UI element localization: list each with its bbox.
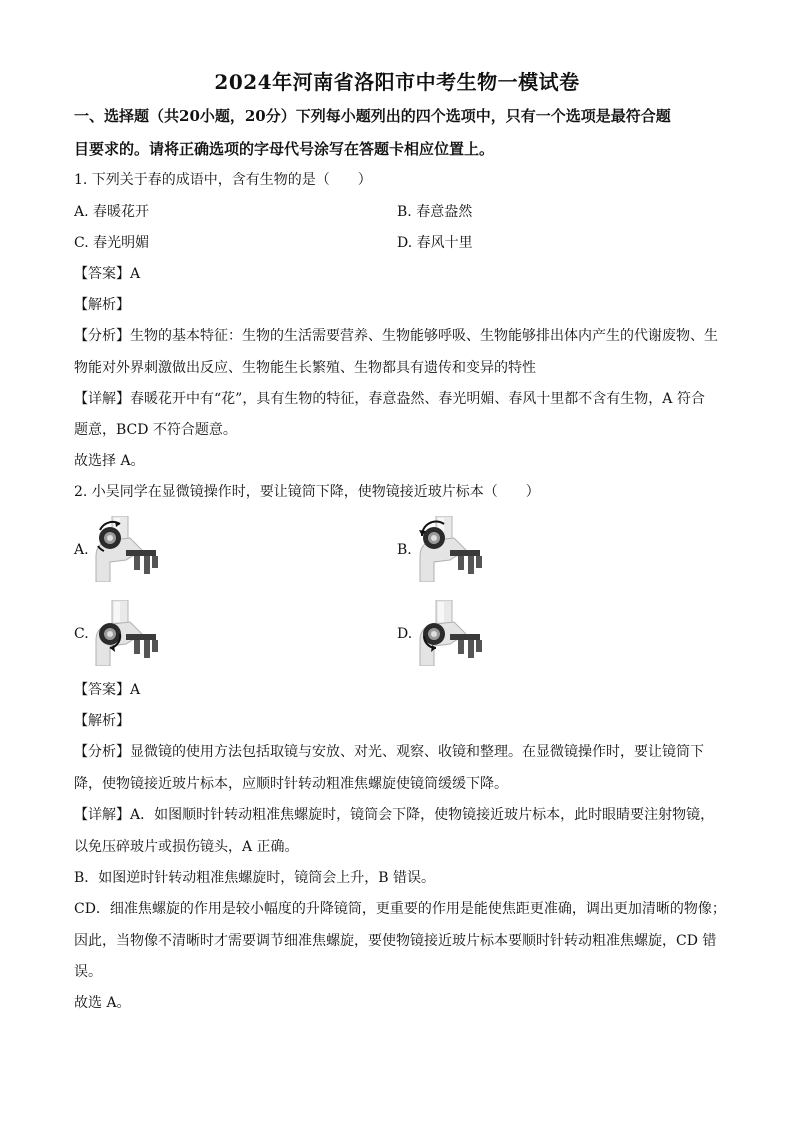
q1-detail-line-2: 题意，BCD 不符合题意。 (74, 422, 237, 438)
q2-option-c-label: C. (74, 626, 89, 642)
q2-option-b-label: B. (397, 542, 412, 558)
q1-detail-line-1: 【详解】春暖花开中有“花”，具有生物的特征，春意盎然、春光明媚、春风十里都不含有生物，A 符合 (74, 391, 705, 407)
q2-option-b-explanation: B．如图逆时针转动粗准焦螺旋时，镜筒会上升，B 错误。 (74, 870, 436, 886)
q2-option-cd-explanation-2: 因此，当物像不清晰时才需要调节细准焦螺旋，要使物镜接近玻片标本要顺时针转动粗准焦螺旋，CD 错 (74, 933, 717, 949)
q2-option-a-label: A. (74, 542, 89, 558)
q1-option-a: A. 春暖花开 (74, 204, 150, 220)
section-heading-line-2: 目要求的。请将正确选项的字母代号涂写在答题卡相应位置上。 (74, 140, 495, 158)
q1-stem: 1. 下列关于春的成语中，含有生物的是（ ） (74, 172, 372, 188)
q2-answer: 【答案】A (74, 682, 141, 698)
q1-option-b: B. 春意盎然 (397, 204, 473, 220)
q2-analysis-line-1: 【分析】显微镜的使用方法包括取镜与安放、对光、观察、收镜和整理。在显微镜操作时，要让镜筒下 (74, 744, 704, 760)
microscope-coarse-knob-clockwise-icon (90, 516, 160, 582)
q2-conclusion: 故选 A。 (74, 995, 131, 1011)
q2-analysis-line-2: 降，使物镜接近玻片标本，应顺时针转动粗准焦螺旋使镜筒缓缓下降。 (74, 776, 508, 792)
q1-analysis-line-1: 【分析】生物的基本特征：生物的生活需要营养、生物能够呼吸、生物能够排出体内产生的代谢废物、生 (74, 328, 718, 344)
q2-option-cd-explanation-3: 误。 (74, 964, 102, 980)
q1-option-c: C. 春光明媚 (74, 235, 150, 251)
section-heading-line-1: 一、选择题（共20小题，20分）下列每小题列出的四个选项中，只有一个选项是最符合题 (74, 107, 671, 125)
q2-option-d-label: D. (397, 626, 413, 642)
q2-detail-line-1: 【详解】A．如图顺时针转动粗准焦螺旋时，镜筒会下降，使物镜接近玻片标本，此时眼睛要注射物镜， (74, 807, 715, 823)
microscope-fine-knob-counterclockwise-icon (414, 600, 484, 666)
q1-analysis-label: 【解析】 (74, 297, 130, 313)
q1-option-d: D. 春风十里 (397, 235, 473, 251)
q1-answer: 【答案】A (74, 266, 141, 282)
q2-analysis-label: 【解析】 (74, 713, 130, 729)
microscope-fine-knob-clockwise-icon (90, 600, 160, 666)
q1-analysis-line-2: 物能对外界刺激做出反应、生物能生长繁殖、生物都具有遗传和变异的特性 (74, 360, 536, 376)
page-title: 2024年河南省洛阳市中考生物一模试卷 (214, 70, 580, 94)
microscope-coarse-knob-counterclockwise-icon (414, 516, 484, 582)
q2-stem: 2. 小吴同学在显微镜操作时，要让镜筒下降，使物镜接近玻片标本（ ） (74, 484, 540, 500)
q2-option-cd-explanation-1: CD．细准焦螺旋的作用是较小幅度的升降镜筒，更重要的作用是能使焦距更准确，调出更加清晰的物像； (74, 901, 726, 917)
q1-conclusion: 故选择 A。 (74, 453, 145, 469)
q2-detail-line-2: 以免压碎玻片或损伤镜头，A 正确。 (74, 839, 299, 855)
